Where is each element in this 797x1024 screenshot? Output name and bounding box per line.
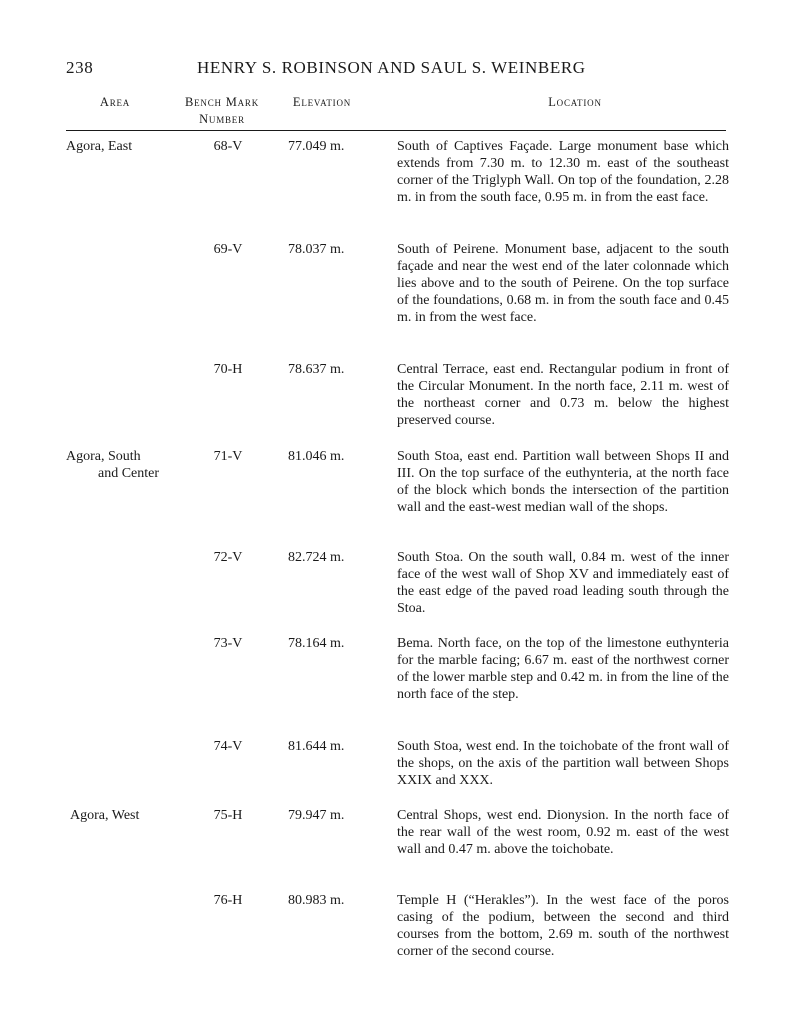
running-head: HENRY S. ROBINSON AND SAUL S. WEINBERG (197, 58, 586, 77)
elevation-cell: 81.644 m. (288, 739, 345, 754)
bench-mark-cell: 72-V (213, 550, 243, 565)
column-header-elevation: Elevation (292, 95, 352, 109)
page-number: 238 (66, 58, 94, 77)
elevation-cell: 78.637 m. (288, 362, 345, 377)
area-cell (66, 138, 186, 155)
location-cell: Bema. North face, on the top of the limestone euthynteria for the marble facing; 6.67 m. east of the northwest corner of the lower marble step and 0.42 m. in from the line of the north face of the step. (397, 636, 729, 703)
elevation-cell: 78.164 m. (288, 636, 345, 651)
location-cell: South Stoa, east end. Partition wall between Shops II and III. On the top surface of the euthynteria, at the north face of the block which bonds the intersection of the partition wall and the east-west median wall of the shops. (397, 449, 729, 516)
location-cell: Central Terrace, east end. Rectangular podium in front of the Circular Monument. In the north face, 2.11 m. west of the northeast corner and 0.73 m. below the highest preserved course. (397, 362, 729, 429)
column-header-location: Location (548, 95, 602, 109)
bench-mark-cell: 75-H (213, 808, 243, 823)
area-cell (66, 448, 186, 482)
bench-mark-cell: 73-V (213, 636, 243, 651)
location-cell: South of Captives Façade. Large monument base which extends from 7.30 m. to 12.30 m. east of the southeast corner of the Triglyph Wall. On top of the foundation, 2.28 m. in from the south face, 0.95 m. in from the east face. (397, 139, 729, 206)
area-label: Agora, South (66, 449, 141, 464)
elevation-cell: 77.049 m. (288, 139, 345, 154)
elevation-cell: 79.947 m. (288, 808, 345, 823)
bench-mark-cell: 76-H (213, 893, 243, 908)
column-header-bench-mark (170, 94, 274, 128)
column-header-bench-mark-line2: Number (199, 112, 245, 126)
location-cell: South Stoa. On the south wall, 0.84 m. west of the inner face of the west wall of Shop XV and immediately east of the east edge of the paved road leading south through the Stoa. (397, 550, 729, 617)
location-cell: South Stoa, west end. In the toichobate of the front wall of the shops, on the axis of the partition wall between Shops XXIX and XXX. (397, 739, 729, 789)
bench-mark-cell: 74-V (213, 739, 243, 754)
column-header-bench-mark-line1: Bench Mark (184, 95, 260, 109)
bench-mark-cell: 70-H (213, 362, 243, 377)
area-label: Agora, West (70, 808, 140, 823)
location-cell: Temple H (“Herakles”). In the west face of the poros casing of the podium, between the second and third courses from the bottom, 2.69 m. south of the northwest corner of the second course. (397, 893, 729, 960)
area-cell (70, 807, 190, 824)
elevation-cell: 81.046 m. (288, 449, 345, 464)
column-header-area: Area (99, 95, 131, 109)
page-header (66, 58, 731, 80)
area-label-continuation: and Center (98, 466, 160, 481)
bench-mark-cell: 68-V (213, 139, 243, 154)
elevation-cell: 82.724 m. (288, 550, 345, 565)
elevation-cell: 78.037 m. (288, 242, 345, 257)
header-rule (66, 130, 726, 131)
location-cell: South of Peirene. Monument base, adjacent to the south façade and near the west end of the later colonnade which lies above and to the south of Peirene. On the top surface of the foundations, 0.68 m. in from the south face and 0.45 m. in from the west face. (397, 242, 729, 326)
bench-mark-cell: 71-V (213, 449, 243, 464)
elevation-cell: 80.983 m. (288, 893, 345, 908)
location-cell: Central Shops, west end. Dionysion. In the north face of the rear wall of the west room, 0.92 m. east of the west wall and 0.47 m. above the toichobate. (397, 808, 729, 858)
bench-mark-cell: 69-V (213, 242, 243, 257)
area-label: Agora, East (66, 139, 133, 154)
